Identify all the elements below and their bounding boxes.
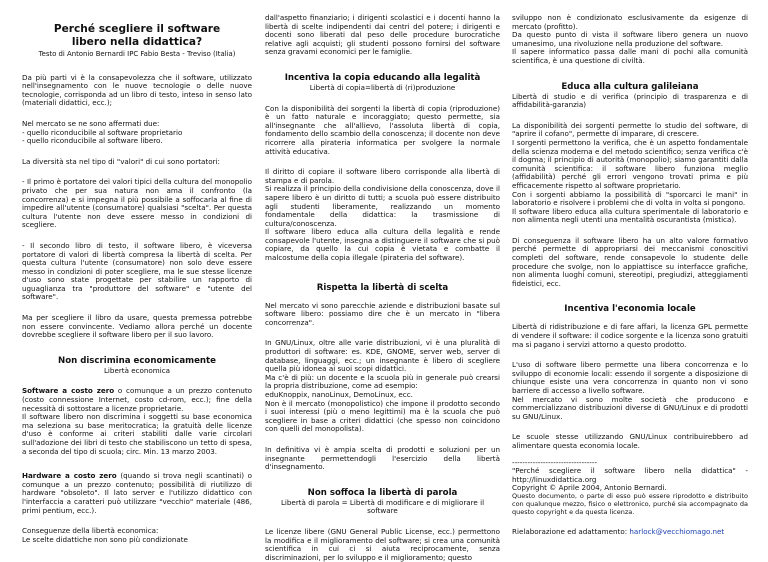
column-middle [265, 14, 500, 562]
paragraph: Conseguenze della libertà economica: [22, 526, 159, 536]
paragraph: Le scelte didattiche non sono più condizionate [22, 534, 188, 544]
paragraph: In definitiva vi è ampia scelta di prodotti e soluzioni per un insegnante permettendogli l'esercizio della libertà d'insegnamento. [265, 444, 500, 472]
title-line-2: libero nella didattica? [71, 35, 203, 48]
column-right [512, 14, 748, 537]
title-line-1: Perché scegliere il software [53, 23, 221, 35]
paragraph: Le scuole stesse utilizzando GNU/Linux contribuirebbero ad alimentare questa economia locale. [512, 432, 748, 450]
section-heading-speech: Non soffoca la libertà di parola [307, 487, 458, 498]
copyright-line: "Perché scegliere il software libero nella didattica" - http://linuxdidattica.org Copyright © Aprile 2004, Antonio Bernardi. [512, 466, 748, 493]
credits-label: Rielaborazione ed adattamento: [512, 527, 630, 537]
section-subheading: Libertà economica [103, 365, 171, 375]
paragraph: Il diritto di copiare il software libero corrisponde alla libertà di stampa e di parola. Si realizza il principio della condivisione della conoscenza, dove il sapere libero è un diritto di tutti; a scuola può essere distribuito agli studenti liberamente, realizzando un momento fondamentale della didattica: la trasmissione di cultura/conoscenza. Il software libero educa alla cultura della legalità e rende consapevole l'utente, insegna a distinguere il software che si può copiare, da quello la cui copia è vietata e combatte il malcostume della copia illegale (pirateria del software). [265, 167, 500, 263]
paragraph: Nel mercato se ne sono affermati due: [22, 118, 160, 128]
section-heading-choice: Rispetta la libertà di scelta [316, 282, 449, 293]
author-line: Testo di Antonio Bernardi IPC Fabio Besta - Treviso (Italia) [38, 50, 236, 58]
paragraph: Da più parti vi è la consapevolezza che il software, utilizzato nell'insegnamento con le nuove tecnologie o delle nuove tecnologie, corrisponda ad un libro di testo, inteso in senso lato (materiali didattici, ecc.); [22, 72, 252, 108]
paragraph: Il software libero non discrimina i soggetti su base economica ma seleziona su base meritocratica; la gratuità delle licenze d'uso è conforme ai criteri stabiliti dalle varie circolari sull'adozione dei libri di testo che stabiliscono un tetto di spesa, a seconda del tipo di scuola; circ. Min. 13 marzo 2003. [22, 412, 252, 456]
paragraph: sviluppo non è condizionato esclusivamente da esigenze di mercato (profitto). Da questo punto di vista il software libero genera un nuovo umanesimo, una rivoluzione nella produzione del software. Il sapere informatico passa dalle mani di pochi alla comunità scientifica, è una questione di civiltà. [512, 13, 748, 65]
license-note: Questo documento, o parte di esso può essere riprodotto e distribuito con qualunque mezzo, fisico o elettronico, purché sia accompagnato da questo copyright e da questa licenza. [512, 491, 748, 516]
bold-lead: Hardware a costo zero [22, 471, 117, 481]
section-heading-local-economy: Incentiva l'economia locale [564, 304, 696, 315]
paragraph: dall'aspetto finanziario; i dirigenti scolastici e i docenti hanno la libertà di scelte indipendenti dai centri del potere; i dirigenti e docenti sono liberati dal peso delle procedure burocratiche relative agli acquisti; gli studenti possono fornirsi del software senza gravami economici per le famiglie. [265, 13, 500, 57]
paragraph: L'uso di software libero permette una libera concorrenza e lo sviluppo di economie locali: essendo il sorgente a disposizione di chiunque esiste una vera concorrenza in quanto non vi sono barriere di accesso a livello software. Nel mercato vi sono molte società che producono e commercializzano distribuzioni diverse di GNU/Linux e di prodotti su GNU/Linux. [512, 360, 748, 421]
section-heading-galileo: Educa alla cultura galileiana [561, 81, 699, 92]
page-title [22, 23, 252, 48]
section-heading-economic: Non discrimina economicamente [58, 355, 216, 366]
column-left [22, 14, 252, 544]
list-item: - quello riconducibile al software proprietario [22, 127, 183, 137]
paragraph: Di conseguenza il software libero ha un alto valore formativo perché permette di appropriarsi dei meccanismi conoscitivi completi del software, rende consapevole lo studente delle procedure che svolge, non lo appiattisce su interfacce grafiche, non alimenta luoghi comuni, stereotipi, pregiudizi, atteggiamenti fideistici, ecc. [512, 235, 748, 288]
credits-line [512, 528, 748, 537]
paragraph: - Il secondo libro di testo, il software libero, è viceversa portatore di valori di libertà compresa la libertà di scelta. Per questa cultura l'utente (consumatore) non solo deve essere messo in condizioni di poter scegliere, ma le sue stesse licenze d'uso sono state progettate per stabilire un rapporto di uguaglianza tra "produttore del software" e "utente del software". [22, 240, 252, 302]
section-subheading: Libertà di parola = Libertà di modificare e di migliorare il software [280, 497, 485, 516]
paragraph: Ma per scegliere il libro da usare, questa premessa potrebbe non essere convincente. Vediamo allora perché un docente dovrebbe scegliere il software libero per il suo lavoro. [22, 313, 252, 340]
paragraph: Le licenze libere (GNU General Public License, ecc.) permettono la modifica e il miglioramento del software; si crea una comunità scientifica in cui ci si aiuta reciprocamente, senza discriminazioni, per lo sviluppo e il miglioramento; questo [265, 526, 500, 562]
paragraph: - Il primo è portatore dei valori tipici della cultura del monopolio privato che per sua natura non ama il confronto (la concorrenza) e si impegna il più possibile a soffocarla al fine di impedire all'utente (consumatore) qualsiasi "scelta". Per questa cultura l'utente non deve essere messo in condizioni di scegliere. [22, 177, 252, 230]
section-subheading: Libertà di copia=libertà di (ri)produzione [309, 82, 456, 92]
paragraph [22, 387, 252, 413]
paragraph: La disponibilità dei sorgenti permette lo studio del software, di "aprire il cofano", permette di imparare, di crescere. I sorgenti permettono la verifica, che è un aspetto fondamentale della scienza moderna e del metodo scientifico; senza verifica c'è il dogma; il principio di autorità (monopolio); siamo garantiti dalla comunità scientifica: il software libero funziona meglio (affidabilità) perché gli errori vengono trovati prima e più efficacemente rispetto al software proprietario. Con i sorgenti abbiamo la possibilità di "sporcarci le mani" in laboratorio e risolvere i problemi che di volta in volta si pongono. Il software libero educa alla cultura sperimentale di laboratorio e non alimenta negli utenti una mentalità oscurantista (mistica). [512, 120, 748, 225]
email-link[interactable]: harlock@vecchiomago.net [629, 527, 725, 537]
paragraph-rest: (quando si trova negli scantinati) o comunque a un prezzo contenuto; possibilità di riutilizzo di hardware "obsoleto". Il lato server e l'utilizzo didattico con l'interfaccia a caratteri può utilizzare "vecchio" materiale (486, primi pentium, ecc.). [22, 471, 253, 515]
list-item: - quello riconducibile al software libero. [22, 136, 163, 146]
paragraph: Libertà di ridistribuzione e di fare affari, la licenza GPL permette di vendere il software: il codice sorgente e la licenza sono gratuiti ma si pagano i servizi attorno a questo prodotto. [512, 322, 748, 349]
section-heading-copy: Incentiva la copia educando alla legalità [284, 72, 481, 83]
paragraph: In GNU/Linux, oltre alle varie distribuzioni, vi è una pluralità di produttori di software: es. KDE, GNOME, server web, server di database, linguaggi, ecc.; un insegnante è libero di scegliere quella più idonea ai suoi scopi didattici. Ma c'è di più: un docente e la scuola più in generale può crearsi la propria distribuzione, come ad esempio: eduKnoppix, nanoLinux, DemoLinux, ecc. Non è il mercato (monopolistico) che impone il prodotto secondo i suoi interessi (più o meno legittimi) ma è la scuola che può scegliere in base a criteri didattici (che spesso non coincidono con quelli del monopolista). [265, 338, 500, 434]
paragraph: Con la disponibilità dei sorgenti la libertà di copia (riproduzione) è un fatto naturale e incoraggiato; questo permette, sia all'insegnante che all'allievo, l'assoluta libertà di copia, fondamento dello scambio della conoscenza; il docente non deve ricorrere alla pirateria informatica per svolgere la normale attività educativa. [265, 103, 500, 156]
bold-lead: Software a costo zero [22, 386, 115, 396]
paragraph [22, 472, 252, 515]
section-subheading: Libertà di studio e di verifica (principio di trasparenza e di affidabilità-garanzia) [512, 91, 748, 110]
divider: --------------------------------- [512, 457, 598, 467]
paragraph-rest: o comunque a un prezzo contenuto (costo connessione Internet, costo cd-rom, ecc.); fine della necessità di sottostare a licenze proprietarie. [22, 386, 252, 413]
paragraph: La diversità sta nel tipo di "valori" di cui sono portatori: [22, 156, 220, 166]
paragraph: Nel mercato vi sono parecchie aziende e distribuzioni basate sul software libero: possiamo dire che è un mercato in "libera concorrenza". [265, 300, 500, 327]
